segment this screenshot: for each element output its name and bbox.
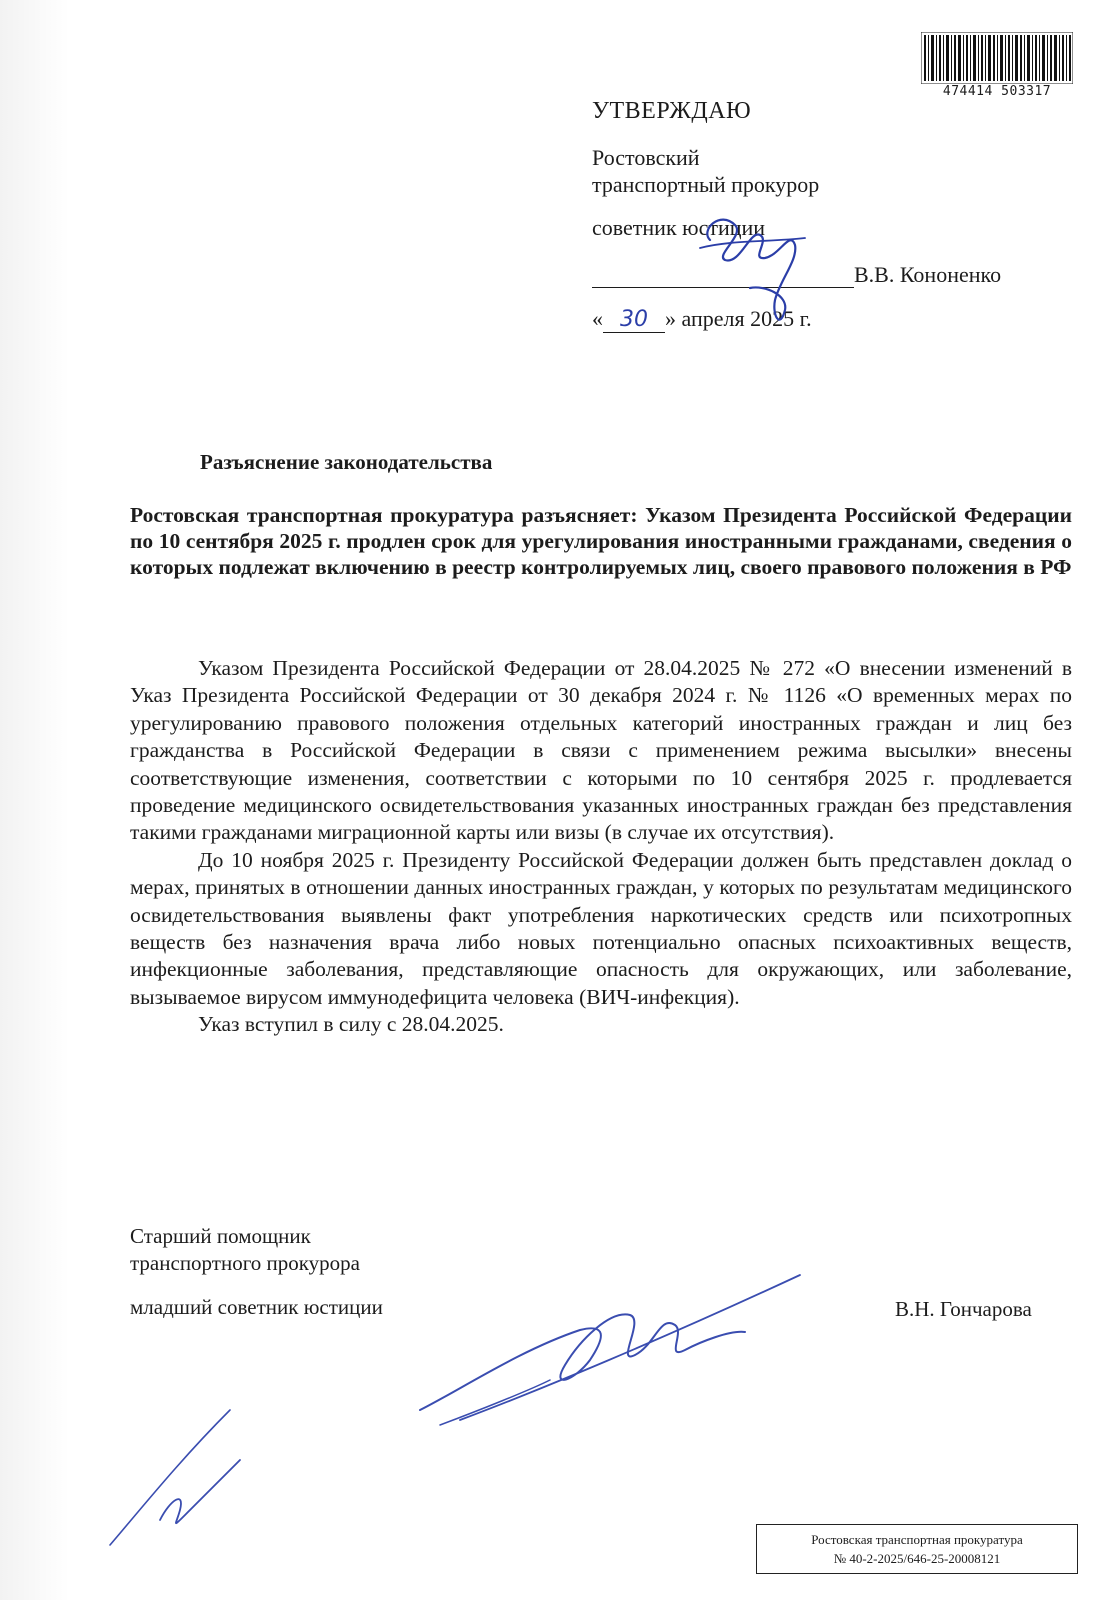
body-paragraph: Указ вступил в силу с 28.04.2025. bbox=[198, 1012, 504, 1037]
stamp-line1: Ростовская транспортная прокуратура bbox=[811, 1532, 1023, 1547]
document-heading: Разъяснение законодательства bbox=[200, 450, 493, 474]
lead-paragraph: Ростовская транспортная прокуратура разъясняет: Указом Президента Российской Федерации по 10 сентября 2025 г. продлен срок для урегулирования иностранными гражданами, сведения о которых подлежат включению в реестр контролируемых лиц, своего правового положения в РФ bbox=[130, 503, 1072, 579]
barcode-icon bbox=[921, 32, 1073, 84]
approver-name: В.В. Кононенко bbox=[854, 262, 1002, 287]
scan-edge-shadow bbox=[0, 0, 70, 1600]
signer-signature-icon bbox=[400, 1270, 820, 1440]
approval-title: УТВЕРЖДАЮ bbox=[592, 98, 752, 124]
signer-rank: младший советник юстиции bbox=[130, 1295, 383, 1319]
body-paragraph: Указом Президента Российской Федерации от 28.04.2025 № 272 «О внесении изменений в Указ Президента Российской Федерации от 30 декабря 2024 г. № 1126 «О временных мерах по урегулированию правового положения отдельных категорий иностранных граждан и лиц без гражданства в Российской Федерации в связи с применением режима высылки» внесены соответствующие изменения, соответствии с которыми по 10 сентября 2025 г. продлевается проведение медицинского освидетельствования указанных иностранных граждан без представления такими гражданами миграционной карты или визы (в случае их отсутствия). bbox=[130, 656, 1072, 845]
approval-org-line2: транспортный прокурор bbox=[592, 172, 820, 197]
date-day: 30 bbox=[603, 307, 665, 333]
signer-position-line2: транспортного прокурора bbox=[130, 1251, 360, 1275]
barcode-number: 474414 503317 bbox=[942, 84, 1052, 99]
visa-signature-icon bbox=[100, 1400, 260, 1550]
barcode bbox=[921, 32, 1073, 100]
approval-rank: советник юстиции bbox=[592, 215, 766, 240]
approval-org-line1: Ростовский bbox=[592, 145, 700, 170]
stamp-line2: № 40-2-2025/646-25-20008121 bbox=[833, 1551, 1001, 1566]
document-body bbox=[130, 655, 1072, 1039]
date-open-quote: « bbox=[592, 306, 603, 331]
date-rest: » апреля 2025 г. bbox=[665, 306, 812, 331]
registration-stamp bbox=[756, 1524, 1078, 1574]
signer-position-line1: Старший помощник bbox=[130, 1224, 311, 1248]
body-paragraph: До 10 ноября 2025 г. Президенту Российской Федерации должен быть представлен доклад о мерах, принятых в отношении данных иностранных граждан, у которых по результатам медицинского освидетельствования выявлены факт употребления наркотических средств или психотропных веществ без назначения врача либо новых потенциально опасных психоактивных веществ, инфекционные заболевания, представляющие опасность для окружающих, или заболевание, вызываемое вирусом иммунодефицита человека (ВИЧ-инфекция). bbox=[130, 847, 1072, 1009]
signer-name: В.Н. Гончарова bbox=[895, 1297, 1032, 1321]
approver-signature-icon bbox=[680, 200, 820, 335]
